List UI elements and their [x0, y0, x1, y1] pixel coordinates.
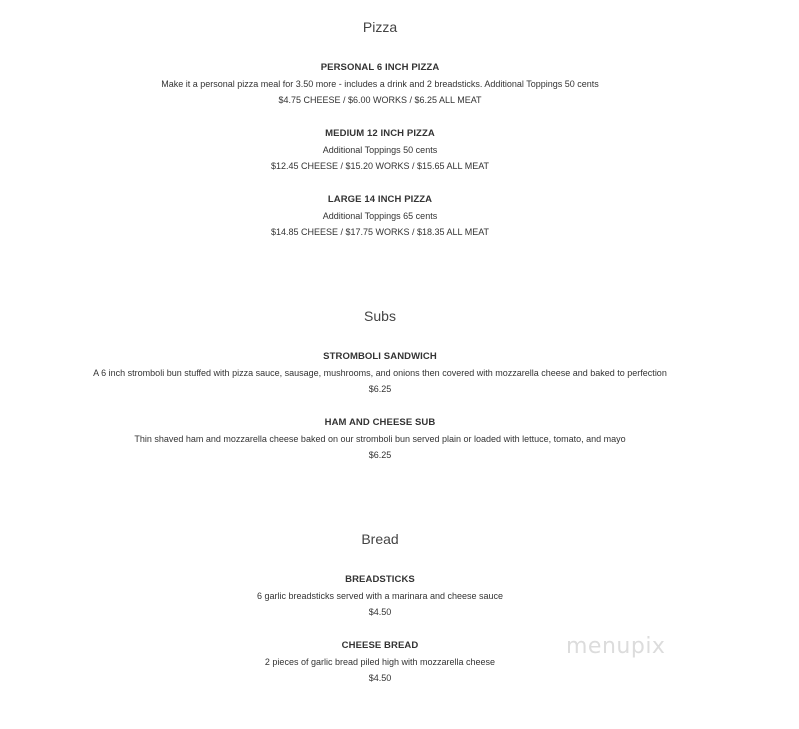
item-name: LARGE 14 INCH PIZZA [327, 194, 433, 205]
item-description: Thin shaved ham and mozzarella cheese baked on our stromboli bun served plain or loaded with lettuce, tomato, and mayo [134, 434, 626, 444]
item-price: $12.45 CHEESE / $15.20 WORKS / $15.65 ALL MEAT [270, 161, 490, 171]
item-description: Additional Toppings 65 cents [322, 211, 438, 221]
item-description: 6 garlic breadsticks served with a marinara and cheese sauce [256, 591, 504, 601]
menu-item [0, 572, 760, 620]
item-description: Additional Toppings 50 cents [322, 145, 438, 155]
section-bread [0, 530, 760, 686]
section-subs [0, 307, 760, 463]
item-price: $4.75 CHEESE / $6.00 WORKS / $6.25 ALL MEAT [278, 95, 482, 105]
menu-item [0, 415, 760, 463]
section-pizza [0, 18, 760, 240]
item-price: $4.50 [368, 673, 392, 683]
section-title: Bread [361, 531, 399, 547]
item-name: MEDIUM 12 INCH PIZZA [325, 128, 435, 139]
item-description: 2 pieces of garlic bread piled high with mozzarella cheese [264, 657, 496, 667]
item-price: $6.25 [368, 384, 392, 394]
menu-item [0, 349, 760, 397]
items-list [0, 60, 760, 240]
item-price: $14.85 CHEESE / $17.75 WORKS / $18.35 ALL MEAT [270, 227, 490, 237]
item-name: PERSONAL 6 INCH PIZZA [320, 62, 440, 73]
item-description: Make it a personal pizza meal for 3.50 more - includes a drink and 2 breadsticks. Additional Toppings 50 cents [161, 79, 599, 89]
section-title: Subs [364, 308, 396, 324]
item-name: STROMBOLI SANDWICH [323, 351, 437, 362]
menu-item [0, 60, 760, 108]
watermark-logo: menupix [566, 634, 666, 659]
item-name: BREADSTICKS [345, 574, 415, 585]
item-name: HAM AND CHEESE SUB [324, 417, 436, 428]
item-name: CHEESE BREAD [341, 640, 419, 651]
menu-item [0, 126, 760, 174]
items-list [0, 349, 760, 463]
item-description: A 6 inch stromboli bun stuffed with pizza sauce, sausage, mushrooms, and onions then covered with mozzarella cheese and baked to perfection [93, 368, 667, 378]
item-price: $4.50 [368, 607, 392, 617]
section-title: Pizza [362, 19, 398, 35]
items-list [0, 572, 760, 686]
menu-item [0, 192, 760, 240]
item-price: $6.25 [368, 450, 392, 460]
